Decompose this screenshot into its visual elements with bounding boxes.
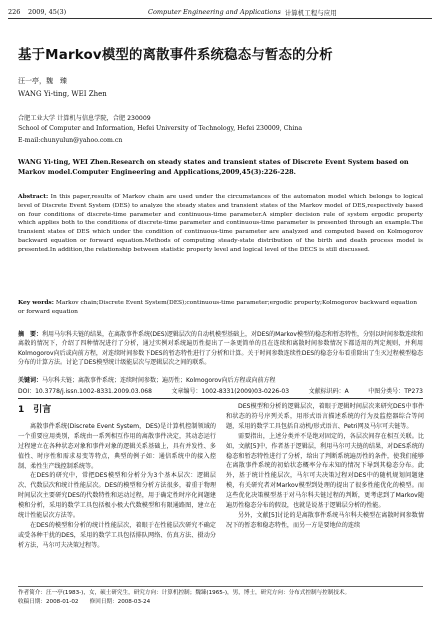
affiliation-en: School of Computer and Information, Hefei University of Technology, Hefei 230009, China [18,125,303,132]
abstract-en-label: Abstract: [18,193,49,200]
paragraph: 另外，文献[5]讨论的是离散事件系统马尔科夫模型在离散时间参数情况下的暂态和稳态特性，而另一方是要地位的连续 [226,511,424,529]
paragraph: DES模型和分析的逻辑层次，着眼于逻辑时间层次来研究DES中事件和状态的符号序列关系，用形式语言描述系统的行为及监控器综合等问题，采用的数学工具包括自动机/形式语言、Petri网及马尔可夫链等。 [226,403,424,430]
abstract-cn [18,330,423,368]
section-heading: 1 引言 [18,405,52,415]
paragraph: 离散事件系统(Discrete Event System，DES)是计算机控制领域的一个重要应用类别，系统由一系列相互作用的离散事件决定，其动态运行过程建立在各种状态对象和事件对象的逻辑关系基础上，具有并发性、多值性、时序性和需求易变等特点，典型的例子如：通信系统中的接入控制、柔性生产线控制系统等。 [18,422,216,470]
affiliation-cn: 合肥工业大学 计算机与信息学院，合肥 230009 [18,115,151,122]
authors-cn: 汪一亭，魏 臻 [18,77,67,85]
journal-name-cn: 计算机工程与应用 [284,8,337,17]
abstract-cn-label: 摘 要： [18,331,43,338]
footnote [18,586,423,606]
paragraph: 需要指出，上述分类并不是绝对固定的，各层次间存在相互关联。比如，文献[5]中，作者基于逻辑层，利用马尔可夫链的结果，对DES系统的稳态和暂态特性进行了分析，给出了判断系统遍历性的条件，使我们能够在离散事件系统的初始状态概率分布未知的情况下导到其稳态分布。此外，基于统计性能层次，马尔可夫决策过程对DES中的随机规划问题建模，有关研究者对Markov模型到处理的提出了很多性能优化的模型。而这些优化决策模型基于对马尔科夫链过程的判断，更考虑到了Markov随遍历性稳态分布的假设，也就是说基于逻辑层分析的性能。 [226,432,424,510]
author-bio: 作者简介：汪一亭(1983-)，女，硕士研究生，研究方向：计算机控制；魏臻(1965-)，男，博士，研究方向：分布式控制与控制技术。 [18,590,351,596]
body-column-left [18,402,216,551]
running-header [8,6,432,19]
article-number: 文章编号：1002-8331(2009)03-0226-03 [171,388,290,395]
abstract-cn-text: 利用马尔科夫链的结果，在离散事件系统(DES)逻辑层次的自动机模型基础上，对DES的Markov模型的稳态和暂态特性，分别以时间参数连续和离散的情况下，介绍了四种情况进行了分析，通过实例对系统遍历性提出了一条更简单的且在连续和离散时间参数情况下都适用的判定规则，并利用Kolmogorov向后或向前方程，对连续时间参数下DES的暂态特性进行了分析和计算。关于时间参数连续性DES的稳态分布看重除出了生灭过程模型稳态分布的计算方法。讨论了DES模型统计级能层次与逻辑层次之间的联系。 [18,331,423,367]
keywords-en-label: Key words: [18,299,54,306]
paper-title: 基于Markov模型的离散事件系统稳态与暂态的分析 [18,48,333,63]
keywords-en [18,299,423,317]
paragraph: 在DES的研究中，常把DES模型和分析分为3个基本层次：逻辑层次、代数层次和统计性能层次。DES的模型和分析方法很多，着重于物理时间层次主要研究DES的代数特性和运动过程，用于确定性时序化间题建模和分析，采用的数学工具包括极小极大代数模型和有限通路图，建立在统计性能层次方法等。 [18,472,216,520]
page-number: 226 [8,8,21,16]
article-identifiers [18,386,423,399]
keywords-cn-text: 马尔科夫链；离散事件系统；连续时间参数；遍历性；Kolmogorov向后方程或向前方程 [42,377,276,384]
keywords-en-text: Markov chain;Discrete Event System(DES);continuous-time parameter;ergodic property;Kolmogorov backward equation or forward equation [18,300,418,315]
paragraph: 在DES的模型和分析的统计性能层次，着眼于在性能层次研究不确定或受各种干扰的DES，采用的数学工具包括排队网络、仿真方法、摄动分析方法，马尔可夫决策过程等。 [18,521,216,549]
doi: DOI：10.3778/j.issn.1002-8331.2009.03.068 [18,388,152,395]
abstract-en [18,193,423,255]
citation-en: WANG Yi-ting, WEI Zhen.Research on steady states and transient states of Discrete Event System based on Markov model.Computer Engineering and Applications,2009,45(3):226-228. [18,158,409,176]
keywords-cn-label: 关键词： [18,377,43,384]
issue-info: 2009, 45(3) [28,8,67,16]
received-date: 收稿日期：2008-01-02 修回日期：2008-03-24 [18,598,151,605]
author-email: E-mail:chunyulun@yahoo.com.cn [18,137,123,144]
keywords-cn [18,376,423,385]
document-code: 文献标识码：A [308,388,349,395]
journal-name-en: Computer Engineering and Applications [148,8,281,16]
abstract-en-text: In this paper,results of Markov chain are used under the circumstances of the automaton model which belongs to logical level of Discrete Event System (DES) to analyze the steady states and transient states of the Markov model of DES,respectively based on four conditions of discrete-time parameter and continuous-time parameter.A simpler decision rule of system ergodic property which applies both to the conditions of discrete-time parameter and continuous-time parameter is presented through an example.The transient states of DES which under the condition of continuous-time parameter are analyzed and computed based on Kolmogorov backward equation or forward equation.Methods of computing steady-state distribution of the birth and death process model is presented.In addition,the relationship between statistic property level and logical level of the DECS is still discussed. [18,194,423,253]
body-column-right [226,402,424,531]
clc-number: 中图分类号：TP273 [368,388,423,395]
authors-en: WANG Yi-ting, WEI Zhen [18,90,107,98]
